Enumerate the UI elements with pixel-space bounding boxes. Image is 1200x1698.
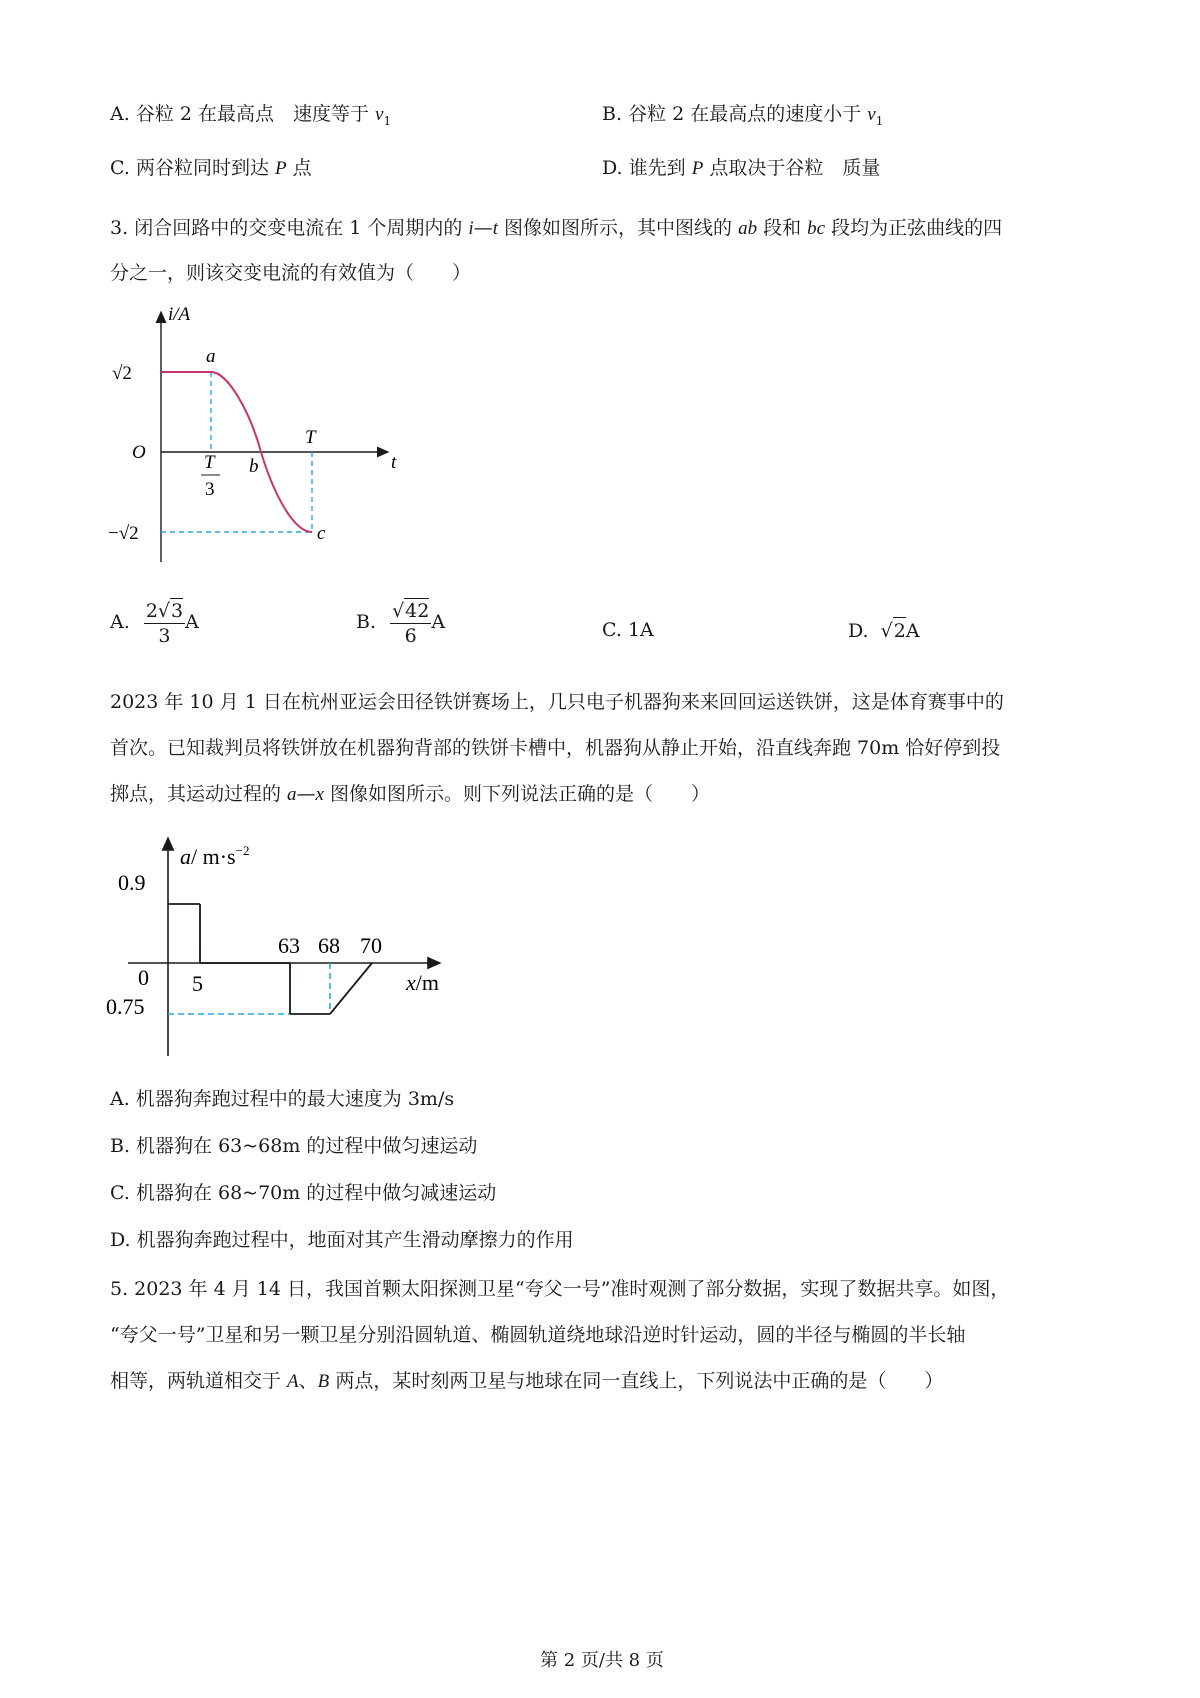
- q3-origin: O: [132, 442, 146, 463]
- q4-x-tick-label: 5: [192, 971, 203, 996]
- q4-var-a: a: [287, 784, 297, 805]
- q3-stem-line1: [110, 215, 1002, 242]
- q3-dash: —: [473, 217, 493, 239]
- q5-stem-line2: “夸父一号”卫星和另一颗卫星分别沿圆轨道、椭圆轨道绕地球沿逆时针运动，圆的半径与椭圆的半长轴: [110, 1324, 966, 1346]
- q3-option-a-coef: 2: [145, 600, 158, 622]
- q4-series: [168, 904, 372, 1014]
- q2-option-b-text: 谷粒 2 在最高点的速度小于: [628, 103, 868, 125]
- q3-option-c-label: C.: [602, 619, 622, 641]
- q2-option-c-pre: 两谷粒同时到达: [135, 157, 275, 179]
- q3-y-max-label: √2: [112, 363, 132, 384]
- q4-stem-line2: 首次。已知裁判员将铁饼放在机器狗背部的铁饼卡槽中，机器狗从静止开始，沿直线奔跑 70m 恰好停到投: [110, 737, 1001, 759]
- q2-option-a-text: 谷粒 2 在最高点 速度等于: [135, 103, 376, 125]
- q2-option-d-pre: 谁先到: [628, 157, 692, 179]
- q3-option-a-fraction: $\frac{2√3}{3}$: [145, 600, 184, 647]
- q3-stem-line2: 分之一，则该交变电流的有效值为（ ）: [110, 262, 472, 284]
- q2-option-b-sub: 1: [875, 113, 884, 128]
- q5-point-a: A: [287, 1371, 299, 1392]
- q3-option-b-unit: A: [431, 611, 446, 633]
- q4-option-d: D. 机器狗奔跑过程中，地面对其产生滑动摩擦力的作用: [110, 1229, 574, 1251]
- q3-option-a-label: A.: [110, 611, 130, 633]
- q4-option-c: C. 机器狗在 68~70m 的过程中做匀减速运动: [110, 1182, 497, 1204]
- q4-x-label-var: x: [406, 970, 416, 995]
- q3-x-label: t: [391, 452, 397, 473]
- q2-option-d: [602, 155, 880, 182]
- q3-line1-mid: 图像如图所示，其中图线的: [497, 217, 739, 239]
- q3-tick-T3-num: T: [204, 452, 215, 473]
- page-footer: 第 2 页/共 8 页: [540, 1650, 664, 1671]
- q4-line1: 2023 年 10 月 1 日在杭州亚运会田径铁饼赛场上，几只电子机器狗来来回回运送铁饼，这是体育赛事中的: [110, 691, 1004, 713]
- q4-dash: —: [296, 783, 316, 805]
- svg-text:a/ m·s−2: [180, 843, 249, 869]
- q3-point-b: b: [249, 456, 259, 477]
- q2-option-d-post: 点取决于谷粒 质量: [703, 157, 881, 179]
- q4-x-label-unit: /m: [415, 970, 439, 995]
- q3-var-t: t: [492, 218, 498, 239]
- q2-option-b: [602, 101, 883, 134]
- q2-option-b-label: B.: [602, 103, 623, 125]
- q3-var-bc: bc: [807, 218, 826, 239]
- q3-tick-T: T: [305, 427, 316, 448]
- q3-option-b: [356, 598, 445, 648]
- q3-point-a: a: [206, 346, 216, 367]
- q3-option-b-den: 6: [404, 625, 417, 647]
- q4-y-neg-label: 0.75: [106, 994, 145, 1019]
- q5-line3-pre: 相等，两轨道相交于: [110, 1370, 288, 1392]
- q3-tick-T3-den: 3: [205, 479, 215, 500]
- q4-origin: 0: [138, 965, 149, 990]
- q3-option-a: [110, 598, 199, 648]
- q3-option-a-unit: A: [185, 611, 199, 633]
- q3-y-min-label: −√2: [108, 523, 139, 544]
- q2-option-d-label: D.: [602, 157, 623, 179]
- q3-option-b-label: B.: [356, 611, 377, 633]
- q3-line1-mid2: 段和: [757, 217, 808, 239]
- q3-number: 3.: [110, 217, 129, 239]
- q4-stem-line3: [110, 781, 710, 808]
- q4-figure: [106, 828, 490, 1063]
- q4-x-tick-label: 70: [360, 933, 382, 958]
- q5-stem-line1: 5. 2023 年 4 月 14 日，我国首颗太阳探测卫星“夸父一号”准时观测了部分数据，实现了数据共享。如图，: [110, 1278, 1010, 1300]
- q2-option-c-post: 点: [286, 157, 312, 179]
- q4-option-a: A. 机器狗奔跑过程中的最大速度为 3m/s: [110, 1088, 455, 1110]
- q3-option-b-rad: 42: [405, 600, 430, 622]
- q4-stem-line1: [110, 689, 1004, 715]
- q2-option-c-var: P: [275, 158, 287, 179]
- q2-option-a: [110, 101, 391, 134]
- q3-option-a-rad: 3: [171, 600, 184, 622]
- q2-option-a-sub: 1: [383, 113, 392, 128]
- svg-text:x/m: [405, 970, 439, 995]
- q5-line3-mid: 、: [298, 1370, 318, 1392]
- q2-option-d-var: P: [691, 158, 704, 179]
- q3-option-d-rad: 2: [893, 617, 906, 644]
- q5-stem-line3: [110, 1368, 943, 1395]
- q4-option-b: B. 机器狗在 63~68m 的过程中做匀速运动: [110, 1135, 478, 1157]
- q3-figure: [110, 300, 410, 570]
- q4-x-tick-label: 63: [278, 933, 300, 958]
- q2-option-a-var: v: [375, 104, 384, 125]
- q3-option-d-unit: A: [905, 620, 920, 642]
- q3-line1-pre: 闭合回路中的交变电流在 1 个周期内的: [134, 217, 469, 239]
- q4-x-tick-label: 68: [318, 933, 340, 958]
- q4-var-x: x: [315, 784, 324, 805]
- q3-option-c: [602, 617, 654, 643]
- q3-option-a-den: 3: [158, 625, 171, 647]
- q5-line3-post: 两点，某时刻两卫星与地球在同一直线上，下列说法中正确的是（ ）: [329, 1370, 944, 1392]
- q3-y-label: i/A: [168, 304, 191, 325]
- q2-option-c: [110, 155, 312, 182]
- q3-line1-post: 段均为正弦曲线的四: [825, 217, 1003, 239]
- q4-y-label-var: a: [180, 844, 191, 869]
- q3-var-i: i: [468, 218, 474, 239]
- q4-guides: [168, 904, 330, 1014]
- q4-line3-post: 图像如图所示。则下列说法正确的是（ ）: [323, 783, 711, 805]
- q4-y-label-unit: / m·s: [191, 844, 236, 869]
- q3-option-c-text: 1A: [627, 619, 654, 641]
- q2-option-a-label: A.: [110, 103, 130, 125]
- q4-series-segment: [330, 963, 372, 1014]
- q3-option-d: D. √2A: [848, 617, 920, 644]
- q3-var-ab: ab: [738, 218, 758, 239]
- q4-y-label-exp: −2: [235, 843, 250, 858]
- q2-option-c-label: C.: [110, 157, 130, 179]
- q4-y-pos-label: 0.9: [118, 870, 146, 895]
- q4-line3-pre: 掷点，其运动过程的: [110, 783, 288, 805]
- q3-option-b-fraction: $\frac{√42}{6}$: [392, 600, 430, 647]
- q3-point-c: c: [317, 523, 326, 544]
- q5-point-b: B: [317, 1371, 330, 1392]
- q3-option-d-label: D.: [848, 620, 869, 642]
- q2-option-b-var: v: [867, 104, 876, 125]
